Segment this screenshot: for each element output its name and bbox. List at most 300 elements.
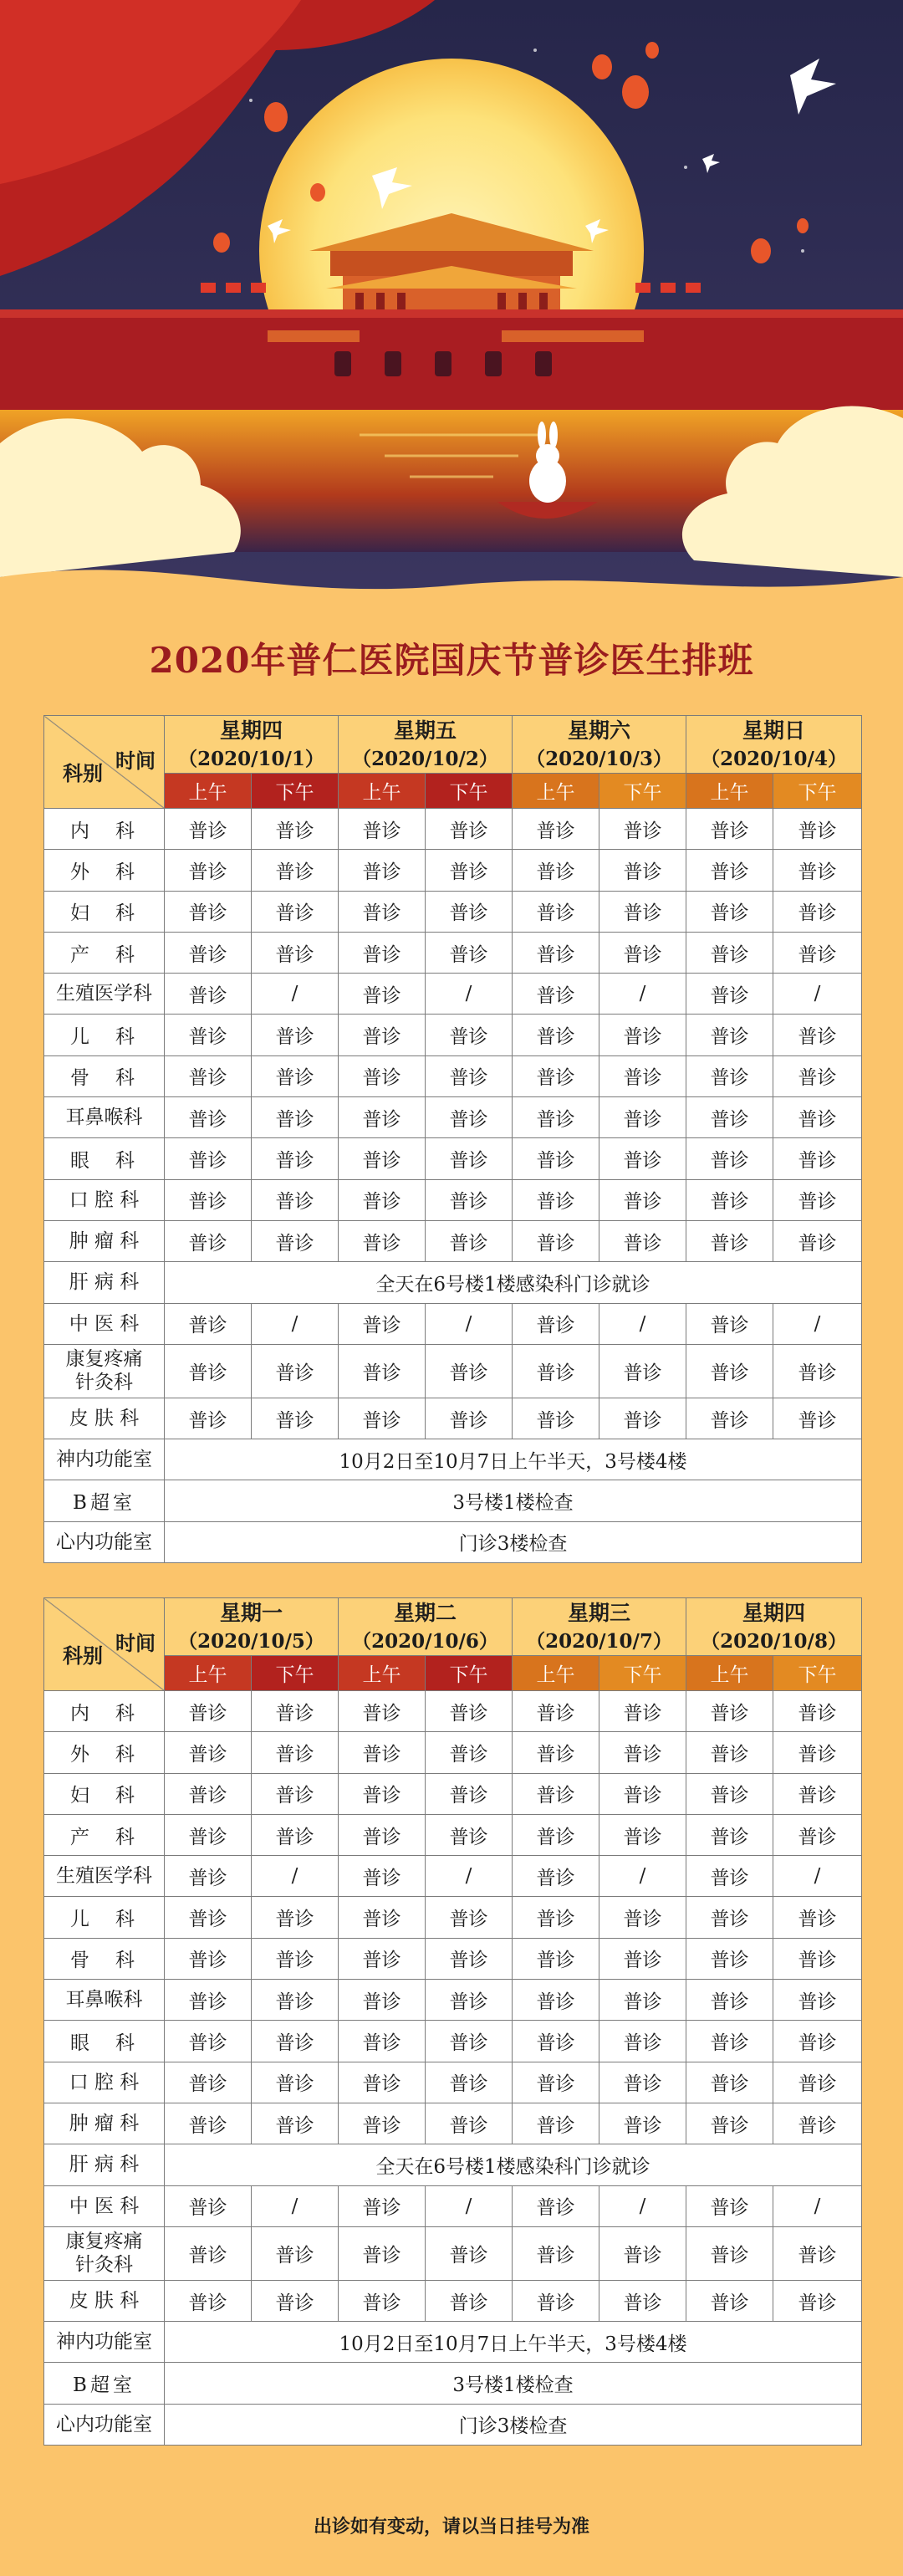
schedule-cell: 普诊 [686,2226,773,2280]
schedule-cell: 普诊 [773,1814,862,1855]
dept-cell: 心内功能室 [44,2404,165,2445]
schedule-cell: 普诊 [686,1732,773,1773]
schedule-cell: 普诊 [165,2226,252,2280]
schedule-cell: 普诊 [513,1015,599,1055]
day-date: （2020/10/7） [526,1630,672,1653]
slot-pm-label: 下午 [426,1656,513,1691]
schedule-cell: 普诊 [686,850,773,891]
dept-cell: 肝 病 科 [44,2144,165,2185]
day-date: （2020/10/3） [526,748,672,770]
day-date: （2020/10/1） [178,748,324,770]
schedule-cell: 普诊 [165,809,252,850]
schedule-cell: / [426,974,513,1015]
full-day-note: 3号楼1楼检查 [165,1480,862,1521]
schedule-cell: 普诊 [252,1897,339,1938]
schedule-cell: 普诊 [426,1179,513,1220]
schedule-cell: 普诊 [513,2226,599,2280]
schedule-cell: 普诊 [773,1138,862,1179]
dept-cell: 内 科 [44,809,165,850]
schedule-cell: 普诊 [599,2280,686,2321]
schedule-cell: / [773,2185,862,2226]
schedule-cell: 普诊 [165,2021,252,2062]
table-row [44,1303,862,1344]
table-row [44,1015,862,1055]
day-header [339,1598,513,1656]
schedule-cell: 普诊 [339,2103,426,2144]
schedule-cell: 普诊 [773,850,862,891]
schedule-cell: 普诊 [165,1055,252,1096]
corner-time-label: 时间 [115,749,156,773]
schedule-cell: 普诊 [252,809,339,850]
dept-cell: 内 科 [44,1691,165,1732]
corner-header-cell [44,1598,165,1691]
schedule-cell: 普诊 [252,1015,339,1055]
dept-cell: 口 腔 科 [44,1179,165,1220]
day-header [339,716,513,774]
table-row [44,1220,862,1261]
schedule-cell: 普诊 [599,850,686,891]
schedule-cell: 普诊 [599,2021,686,2062]
slot-pm-label: 下午 [252,1656,339,1691]
schedule-cell: 普诊 [165,1691,252,1732]
schedule-cell: 普诊 [773,809,862,850]
table-row [44,1814,862,1855]
schedule-cell: 普诊 [339,1856,426,1897]
schedule-cell: 普诊 [165,850,252,891]
schedule-cell: 普诊 [513,974,599,1015]
day-header [165,716,339,774]
table-row [44,2280,862,2321]
schedule-cell: 普诊 [339,1773,426,1814]
day-name: 星期六 [568,718,631,743]
table-row [44,809,862,850]
schedule-cell: 普诊 [165,1220,252,1261]
schedule-cell: 普诊 [773,1980,862,2021]
dept-cell: 肿 瘤 科 [44,1220,165,1261]
schedule-cell: 普诊 [599,1097,686,1138]
schedule-cell: 普诊 [686,2185,773,2226]
schedule-cell: 普诊 [426,1138,513,1179]
schedule-cell: 普诊 [686,1220,773,1261]
table-row [44,1897,862,1938]
schedule-cell: 普诊 [426,1938,513,1979]
schedule-cell: 普诊 [252,1691,339,1732]
schedule-cell: / [773,1303,862,1344]
schedule-cell: 普诊 [773,1055,862,1096]
dept-cell: 肿 瘤 科 [44,2103,165,2144]
schedule-cell: 普诊 [599,1980,686,2021]
schedule-cell: / [252,974,339,1015]
table-row [44,974,862,1015]
schedule-cell: 普诊 [599,1179,686,1220]
dept-cell: 中 医 科 [44,1303,165,1344]
full-day-note: 门诊3楼检查 [165,1521,862,1562]
schedule-cell: / [599,2185,686,2226]
schedule-cell: 普诊 [773,1344,862,1398]
day-name: 星期四 [742,1601,806,1625]
corner-dept-label: 科别 [63,761,103,785]
schedule-cell: 普诊 [252,2021,339,2062]
dept-cell: B超室 [44,1480,165,1521]
schedule-cell: 普诊 [773,1179,862,1220]
schedule-cell: 普诊 [339,1179,426,1220]
slot-am-label: 上午 [339,774,426,809]
dept-cell: 康复疼痛 针灸科 [44,1344,165,1398]
schedule-cell: 普诊 [165,1773,252,1814]
day-header [686,716,862,774]
slot-am-label: 上午 [339,1656,426,1691]
day-name: 星期五 [394,718,457,743]
day-header [513,716,686,774]
schedule-cell: 普诊 [339,2062,426,2103]
schedule-cell: 普诊 [165,2280,252,2321]
schedule-cell: 普诊 [686,1814,773,1855]
schedule-cell: 普诊 [773,2226,862,2280]
schedule-cell: 普诊 [339,2021,426,2062]
schedule-cell: 普诊 [426,2103,513,2144]
schedule-cell: 普诊 [513,2185,599,2226]
schedule-cell: / [252,1303,339,1344]
schedule-cell: / [773,1856,862,1897]
schedule-cell: 普诊 [339,1344,426,1398]
schedule-cell: 普诊 [426,1814,513,1855]
slot-am-label: 上午 [686,1656,773,1691]
schedule-cell: 普诊 [686,2062,773,2103]
day-header [165,1598,339,1656]
schedule-cell: 普诊 [426,1220,513,1261]
schedule-cell: 普诊 [252,1179,339,1220]
dept-cell: 神内功能室 [44,1439,165,1480]
schedule-cell: 普诊 [339,1055,426,1096]
table-row [44,2226,862,2280]
schedule-cell: 普诊 [599,1344,686,1398]
schedule-cell: 普诊 [599,1691,686,1732]
schedule-cell: 普诊 [686,1344,773,1398]
dept-cell: 心内功能室 [44,1521,165,1562]
schedule-cell: 普诊 [165,2103,252,2144]
dept-cell: 儿 科 [44,1015,165,1055]
table-row [44,1732,862,1773]
schedule-cell: 普诊 [165,1344,252,1398]
schedule-cell: 普诊 [426,1015,513,1055]
schedule-cell: 普诊 [513,1980,599,2021]
table-row [44,1691,862,1732]
schedule-cell: 普诊 [686,1097,773,1138]
schedule-cell: 普诊 [339,1015,426,1055]
schedule-cell: 普诊 [599,1773,686,1814]
table-row [44,2185,862,2226]
schedule-cell: 普诊 [339,1732,426,1773]
schedule-cell: 普诊 [599,1938,686,1979]
full-day-note: 全天在6号楼1楼感染科门诊就诊 [165,1262,862,1303]
schedule-cell: 普诊 [599,1138,686,1179]
schedule-cell: 普诊 [773,1773,862,1814]
dept-cell: 生殖医学科 [44,974,165,1015]
schedule-cell: 普诊 [339,1938,426,1979]
dept-cell: 神内功能室 [44,2322,165,2363]
day-date: （2020/10/6） [352,1630,498,1653]
day-header [686,1598,862,1656]
schedule-cell: 普诊 [165,1303,252,1344]
festival-banner-illustration [0,0,903,611]
slot-am-label: 上午 [165,774,252,809]
schedule-cell: 普诊 [513,1773,599,1814]
schedule-cell: 普诊 [165,1814,252,1855]
schedule-cell: 普诊 [339,2280,426,2321]
dept-cell: 眼 科 [44,1138,165,1179]
schedule-cell: 普诊 [339,1398,426,1439]
page-title: 2020年普仁医院国庆节普诊医生排班 [149,640,754,681]
schedule-cell: 普诊 [686,1398,773,1439]
slot-pm-label: 下午 [599,774,686,809]
schedule-cell: 普诊 [165,1856,252,1897]
day-name: 星期三 [568,1601,631,1625]
schedule-cell: 普诊 [426,850,513,891]
schedule-cell: 普诊 [252,1220,339,1261]
schedule-cell: 普诊 [773,1897,862,1938]
table-row [44,1938,862,1979]
schedule-cell: 普诊 [513,2062,599,2103]
schedule-cell: 普诊 [165,1938,252,1979]
schedule-cell: 普诊 [773,1398,862,1439]
schedule-cell: 普诊 [339,1303,426,1344]
schedule-cell: / [426,1856,513,1897]
schedule-cell: / [599,1856,686,1897]
table-row [44,1179,862,1220]
day-date: （2020/10/2） [352,748,498,770]
table-row [44,2322,862,2363]
slot-pm-label: 下午 [426,774,513,809]
table-row [44,1055,862,1096]
schedule-cell: 普诊 [165,2185,252,2226]
day-name: 星期一 [220,1601,283,1625]
schedule-cell: 普诊 [339,1220,426,1261]
schedule-cell: 普诊 [513,850,599,891]
table-row [44,1344,862,1398]
dept-cell: 外 科 [44,850,165,891]
schedule-cell: 普诊 [513,932,599,973]
schedule-cell: 普诊 [686,932,773,973]
schedule-cell: 普诊 [599,1897,686,1938]
schedule-cell: 普诊 [599,1015,686,1055]
table-row [44,1097,862,1138]
schedule-cell: 普诊 [599,932,686,973]
dept-cell: 眼 科 [44,2021,165,2062]
schedule-cell: 普诊 [773,1220,862,1261]
slot-am-label: 上午 [513,774,599,809]
schedule-cell: 普诊 [165,2062,252,2103]
footer-note: 出诊如有变动，请以当日挂号为准 [313,2517,589,2538]
schedule-cell: 普诊 [513,1138,599,1179]
schedule-cell: 普诊 [599,2226,686,2280]
slot-am-label: 上午 [513,1656,599,1691]
table-row [44,2363,862,2404]
schedule-cell: / [252,2185,339,2226]
schedule-cell: 普诊 [513,1344,599,1398]
schedule-cell: 普诊 [686,1179,773,1220]
schedule-cell: 普诊 [426,1897,513,1938]
schedule-cell: 普诊 [252,1938,339,1979]
schedule-cell: 普诊 [339,1691,426,1732]
schedule-table-week-2 [43,1597,862,2446]
dept-cell: 康复疼痛 针灸科 [44,2226,165,2280]
slot-pm-label: 下午 [773,774,862,809]
schedule-cell: 普诊 [599,1220,686,1261]
schedule-cell: 普诊 [686,1980,773,2021]
schedule-cell: 普诊 [773,1015,862,1055]
dept-cell: B超室 [44,2363,165,2404]
schedule-cell: 普诊 [339,1814,426,1855]
schedule-cell: / [599,1303,686,1344]
schedule-cell: 普诊 [513,1691,599,1732]
schedule-cell: 普诊 [686,1138,773,1179]
table-row [44,1521,862,1562]
schedule-cell: 普诊 [252,1814,339,1855]
schedule-cell: 普诊 [686,1856,773,1897]
schedule-cell: 普诊 [513,1303,599,1344]
schedule-cell: / [426,1303,513,1344]
schedule-cell: 普诊 [686,974,773,1015]
day-name: 星期日 [742,718,806,743]
schedule-cell: 普诊 [426,1773,513,1814]
full-day-note: 10月2日至10月7日上午半天，3号楼4楼 [165,2322,862,2363]
table-row [44,1439,862,1480]
schedule-cell: 普诊 [513,1398,599,1439]
schedule-cell: 普诊 [773,891,862,932]
schedule-cell: 普诊 [426,1980,513,2021]
schedule-cell: 普诊 [165,974,252,1015]
schedule-cell: 普诊 [773,1732,862,1773]
schedule-cell: 普诊 [165,1980,252,2021]
schedule-cell: 普诊 [339,891,426,932]
schedule-cell: 普诊 [339,2226,426,2280]
table-row [44,2021,862,2062]
schedule-cell: / [426,2185,513,2226]
schedule-cell: 普诊 [599,2062,686,2103]
day-header [513,1598,686,1656]
schedule-cell: 普诊 [165,891,252,932]
schedule-cell: 普诊 [165,1179,252,1220]
full-day-note: 10月2日至10月7日上午半天，3号楼4楼 [165,1439,862,1480]
dept-cell: 妇 科 [44,1773,165,1814]
schedule-cell: 普诊 [773,2280,862,2321]
schedule-cell: 普诊 [252,1732,339,1773]
schedule-cell: 普诊 [426,891,513,932]
schedule-cell: 普诊 [686,1691,773,1732]
schedule-cell: 普诊 [339,974,426,1015]
slot-am-label: 上午 [686,774,773,809]
schedule-cell: 普诊 [339,1138,426,1179]
schedule-cell: 普诊 [339,932,426,973]
schedule-cell: 普诊 [513,1055,599,1096]
schedule-cell: 普诊 [252,1055,339,1096]
schedule-cell: 普诊 [426,2280,513,2321]
dept-cell: 生殖医学科 [44,1856,165,1897]
schedule-cell: 普诊 [686,1015,773,1055]
schedule-cell: 普诊 [165,932,252,973]
schedule-cell: 普诊 [599,2103,686,2144]
day-date: （2020/10/8） [701,1630,847,1653]
schedule-cell: 普诊 [773,932,862,973]
schedule-cell: 普诊 [339,809,426,850]
schedule-cell: 普诊 [686,1773,773,1814]
dept-cell: 皮 肤 科 [44,1398,165,1439]
schedule-cell: 普诊 [686,1055,773,1096]
schedule-cell: 普诊 [599,809,686,850]
table-row [44,1480,862,1521]
schedule-cell: 普诊 [252,850,339,891]
table-row [44,1856,862,1897]
schedule-cell: 普诊 [686,1303,773,1344]
corner-dept-label: 科别 [63,1643,103,1668]
dept-cell: 中 医 科 [44,2185,165,2226]
schedule-cell: 普诊 [165,1015,252,1055]
table-row [44,2062,862,2103]
schedule-cell: 普诊 [773,2062,862,2103]
table-row [44,2404,862,2445]
schedule-cell: 普诊 [599,1814,686,1855]
schedule-cell: 普诊 [513,1856,599,1897]
day-date: （2020/10/5） [178,1630,324,1653]
table-row [44,1138,862,1179]
day-date: （2020/10/4） [701,748,847,770]
schedule-cell: 普诊 [339,1897,426,1938]
schedule-cell: 普诊 [252,2103,339,2144]
schedule-cell: 普诊 [426,1732,513,1773]
schedule-cell: 普诊 [252,2280,339,2321]
schedule-cell: 普诊 [426,809,513,850]
dept-cell: 儿 科 [44,1897,165,1938]
full-day-note: 全天在6号楼1楼感染科门诊就诊 [165,2144,862,2185]
dept-cell: 产 科 [44,1814,165,1855]
corner-time-label: 时间 [115,1631,156,1655]
schedule-cell: 普诊 [426,1344,513,1398]
schedule-cell: 普诊 [252,2226,339,2280]
dept-cell: 口 腔 科 [44,2062,165,2103]
schedule-cell: 普诊 [513,2103,599,2144]
table-row [44,850,862,891]
schedule-cell: 普诊 [513,891,599,932]
schedule-cell: 普诊 [165,1897,252,1938]
schedule-cell: 普诊 [426,932,513,973]
full-day-note: 3号楼1楼检查 [165,2363,862,2404]
slot-pm-label: 下午 [773,1656,862,1691]
schedule-cell: 普诊 [686,1897,773,1938]
schedule-cell: 普诊 [165,1398,252,1439]
schedule-cell: 普诊 [426,2021,513,2062]
schedule-cell: 普诊 [252,1398,339,1439]
dept-cell: 外 科 [44,1732,165,1773]
table-row [44,2144,862,2185]
schedule-cell: 普诊 [513,1897,599,1938]
schedule-cell: 普诊 [686,1938,773,1979]
schedule-cell: 普诊 [252,1344,339,1398]
schedule-cell: 普诊 [686,891,773,932]
schedule-cell: 普诊 [686,809,773,850]
schedule-cell: / [252,1856,339,1897]
schedule-cell: 普诊 [252,1773,339,1814]
schedule-cell: 普诊 [339,1980,426,2021]
schedule-cell: 普诊 [252,932,339,973]
table-row [44,1980,862,2021]
dept-cell: 肝 病 科 [44,1262,165,1303]
table-row [44,891,862,932]
schedule-cell: / [773,974,862,1015]
schedule-cell: 普诊 [773,2103,862,2144]
schedule-cell: 普诊 [513,1179,599,1220]
schedule-cell: 普诊 [599,1055,686,1096]
schedule-cell: 普诊 [252,891,339,932]
